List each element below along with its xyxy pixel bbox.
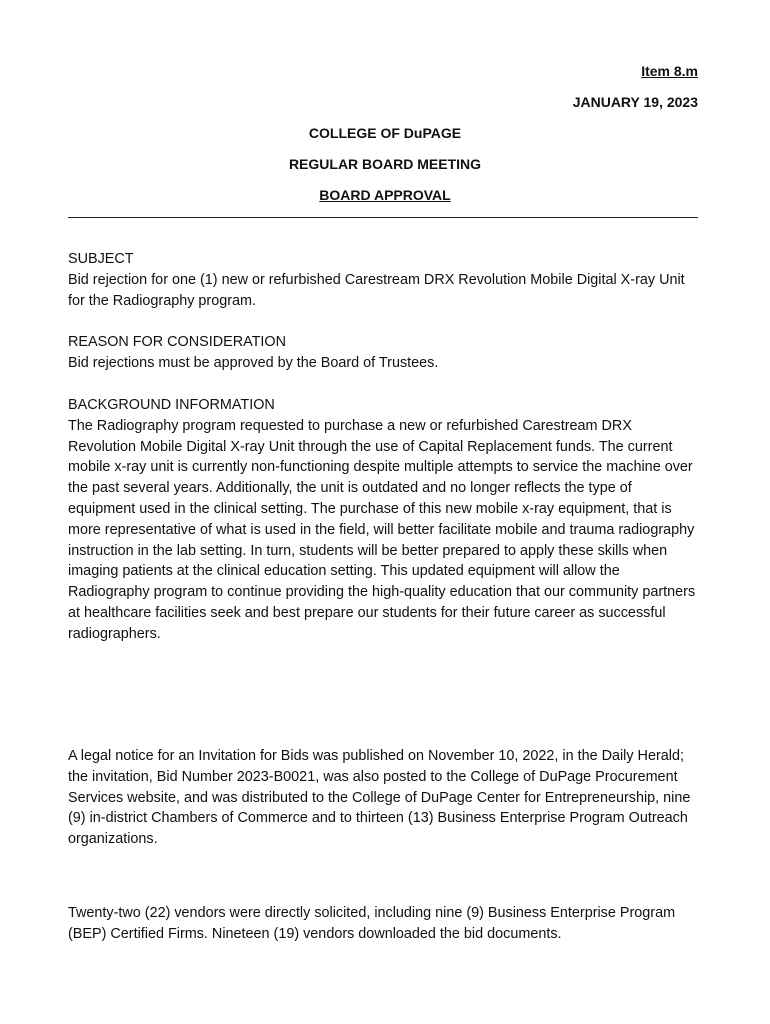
vendors-text: Twenty-two (22) vendors were directly solicited, including nine (9) Business Enterprise Program (BEP) Certified Firms. Nineteen (19) vendors downloaded the bid documents.: [68, 905, 676, 942]
notice-text: A legal notice for an Invitation for Bids was published on November 10, 2022, in the Daily Herald; the invitation, Bid Number 2023-B0021, was also posted to the College of DuPage Procurement Services website, and was distributed to the College of DuPage Center for Entrepreneurship, nine (9) in-district Chambers of Commerce and to thirteen (13) Business Enterprise Program Outreach organizations.: [68, 748, 691, 848]
background-heading: BACKGROUND INFORMATION: [68, 397, 275, 413]
reason-heading: REASON FOR CONSIDERATION: [68, 334, 287, 350]
subject-text: Bid rejection for one (1) new or refurbished Carestream DRX Revolution Mobile Digital X-ray Unit for the Radiography program.: [68, 271, 685, 309]
notice-section: [68, 746, 700, 850]
meeting-type: REGULAR BOARD MEETING: [288, 156, 482, 172]
reason-section: [68, 332, 700, 374]
meeting-date: JANUARY 19, 2023: [572, 94, 698, 110]
vendors-section: [68, 903, 700, 945]
subject-section: [68, 249, 700, 311]
subject-heading: SUBJECT: [68, 251, 134, 267]
college-name: COLLEGE OF DuPAGE: [308, 125, 462, 141]
header-divider: [68, 217, 698, 218]
background-section: [68, 395, 700, 645]
background-text: The Radiography program requested to purchase a new or refurbished Carestream DRX Revolution Mobile Digital X-ray Unit through the use of Capital Replacement funds. The current mobile x-ray unit is currently non-functioning despite multiple attempts to service the machine over the past several years. Additionally, the unit is outdated and no longer reflects the type of equipment used in the clinical setting. The purchase of this new mobile x-ray equipment, that is more representative of what is used in the field, will better facilitate mobile and trauma radiography instruction in the lab setting. In turn, students will be better prepared to apply these skills when imaging patients at the clinical education setting. This updated equipment will allow the Radiography program to continue providing the high-quality education that our community partners at healthcare facilities seek and best prepare our students for their future career as successful radiographers.: [68, 417, 696, 642]
item-number: Item 8.m: [641, 63, 698, 79]
reason-text: Bid rejections must be approved by the Board of Trustees.: [68, 354, 439, 371]
approval-heading: BOARD APPROVAL: [319, 187, 451, 203]
